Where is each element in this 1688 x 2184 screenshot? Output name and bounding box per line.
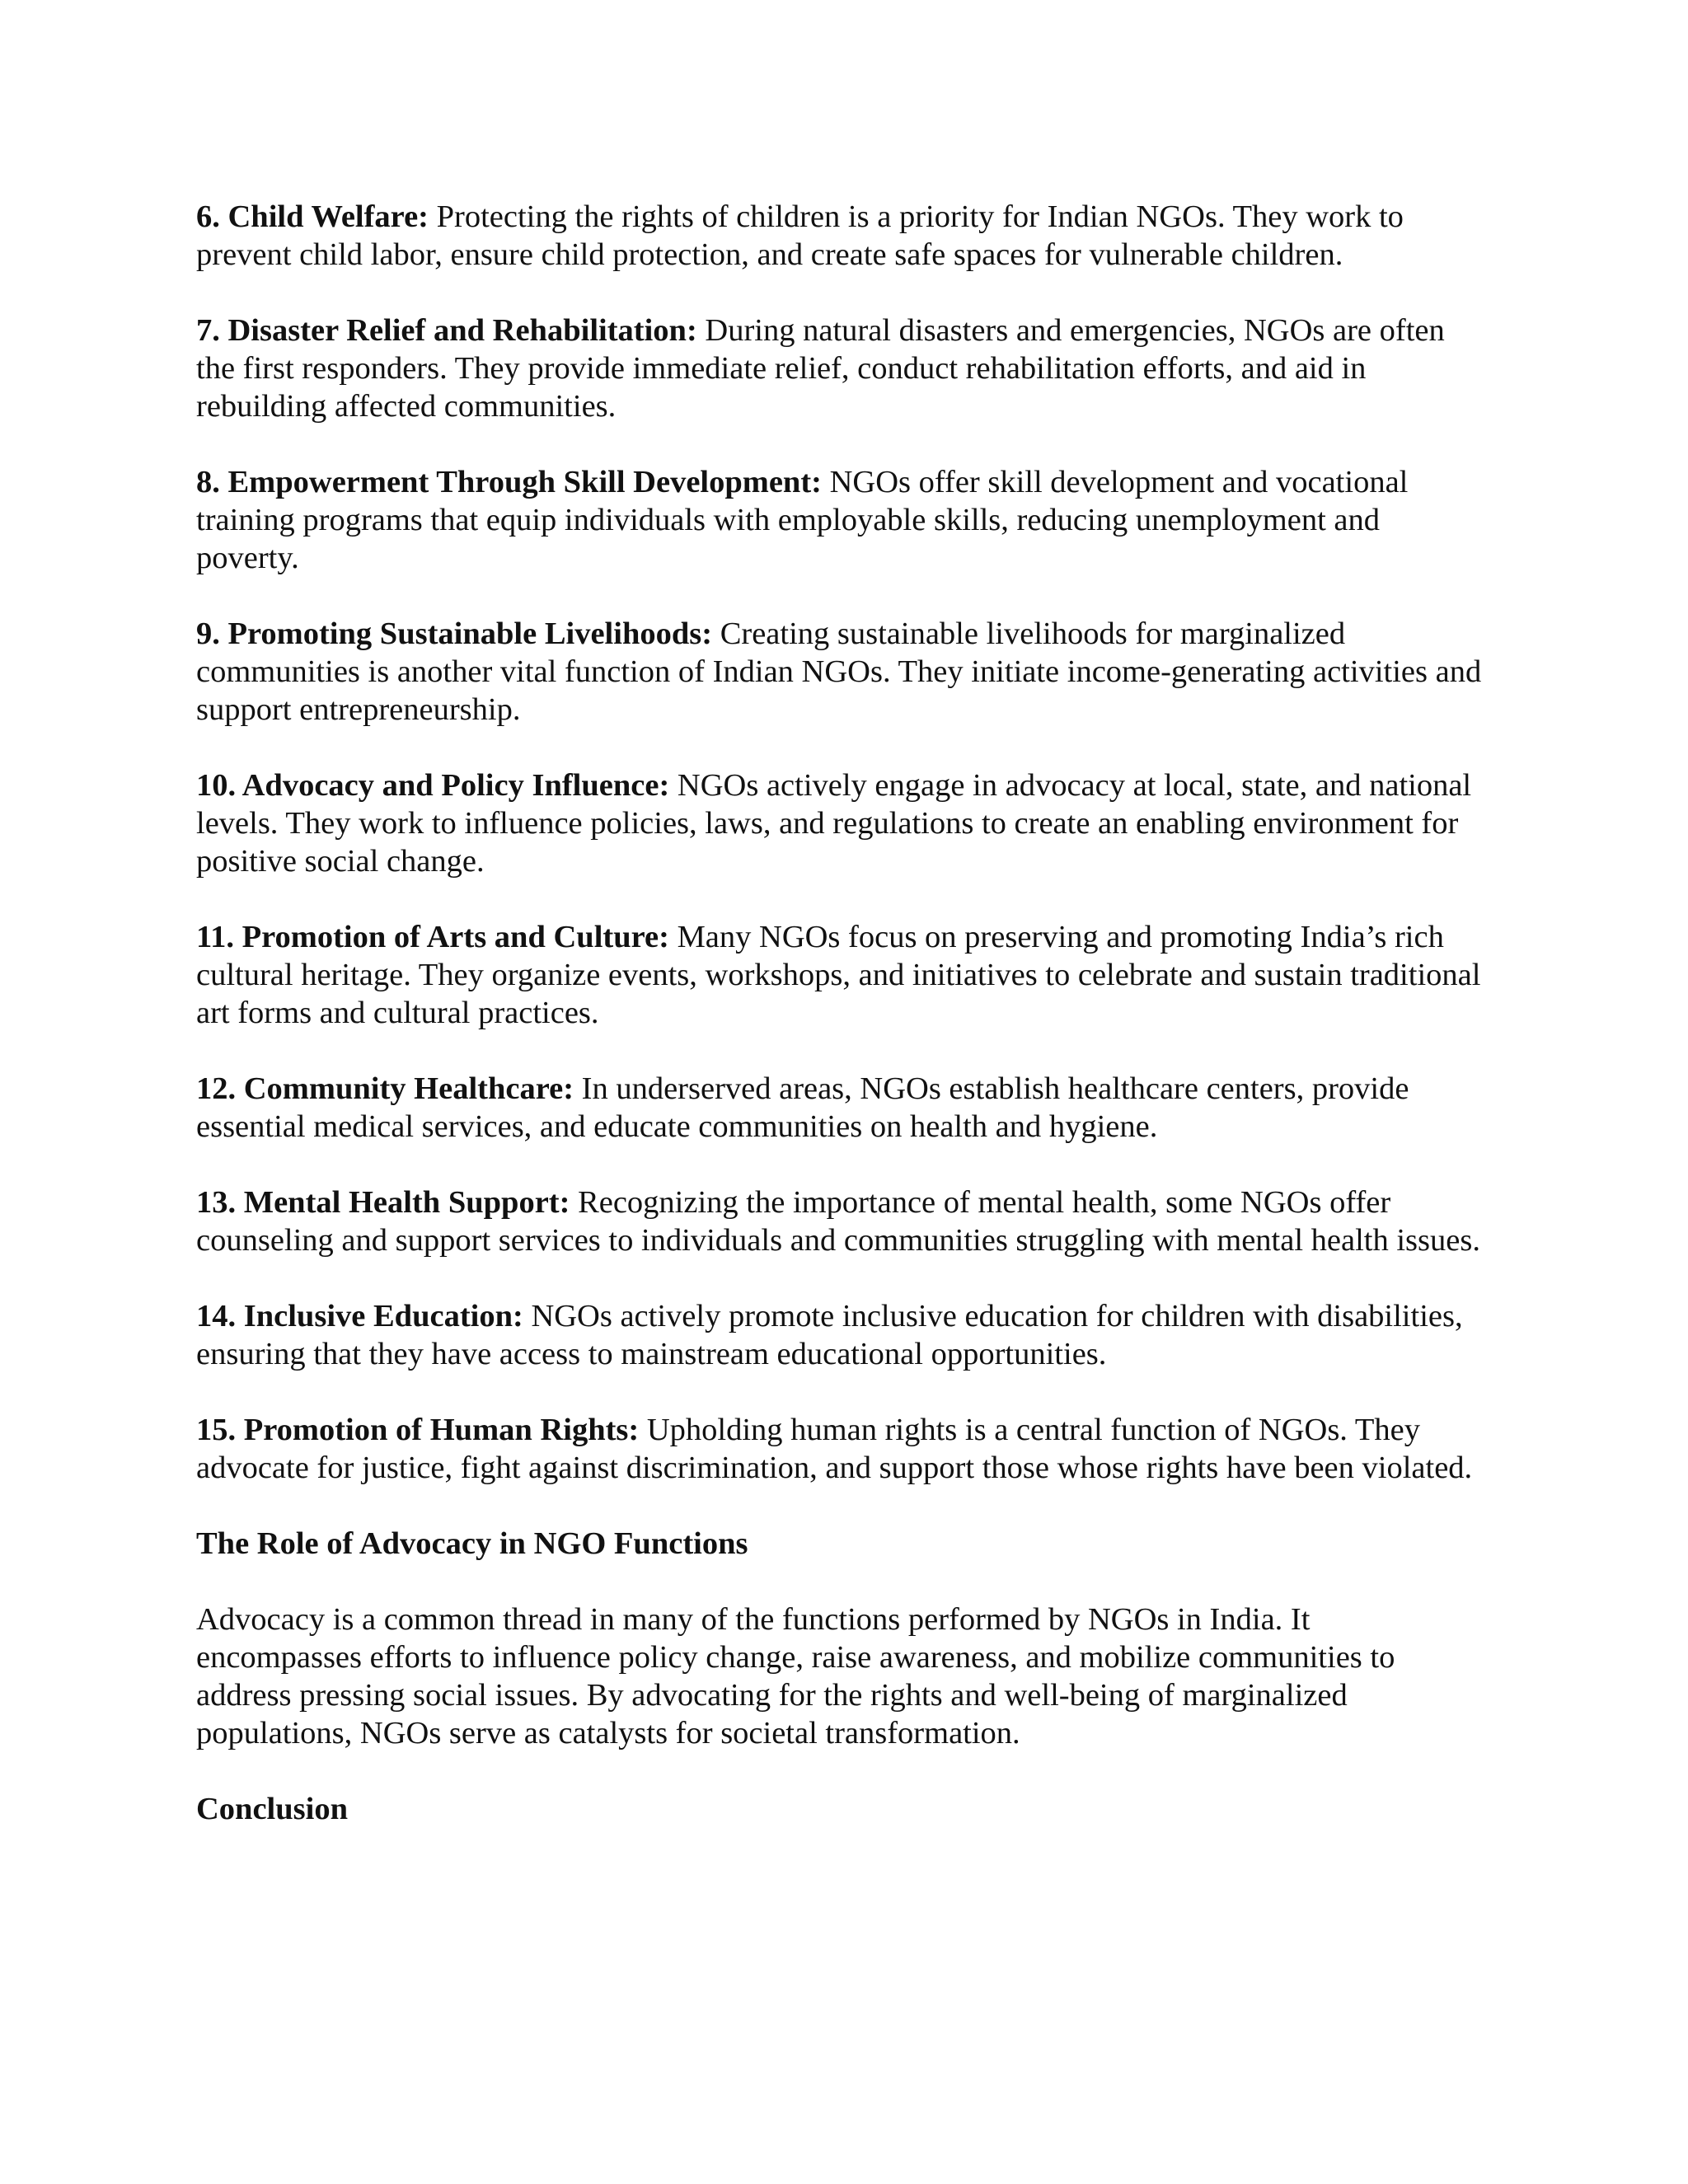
item-title: 6. Child Welfare:	[196, 199, 429, 234]
item-title: 8. Empowerment Through Skill Development:	[196, 465, 822, 499]
item-community-healthcare	[196, 1070, 1482, 1146]
item-text: In underserved areas, NGOs establish healthcare centers, provide essential medical services, and educate communities on health and hygiene.	[196, 1071, 1409, 1144]
advocacy-paragraph: Advocacy is a common thread in many of the functions performed by NGOs in India. It encompasses efforts to influence policy change, raise awareness, and mobilize communities to address pressing social issues. By advocating for the rights and well-being of marginalized populations, NGOs serve as catalysts for societal transformation.	[196, 1602, 1395, 1750]
item-text: NGOs offer skill development and vocational training programs that equip individuals with employable skills, reducing unemployment and poverty.	[196, 465, 1409, 575]
section-heading-advocacy: The Role of Advocacy in NGO Functions	[196, 1526, 748, 1561]
item-human-rights	[196, 1411, 1482, 1487]
item-text: Upholding human rights is a central function of NGOs. They advocate for justice, fight against discrimination, and support those whose rights have been violated.	[196, 1413, 1473, 1485]
item-advocacy-policy	[196, 766, 1482, 880]
section-heading-conclusion: Conclusion	[196, 1792, 349, 1826]
item-text: Recognizing the importance of mental health, some NGOs offer counseling and support services to individuals and communities struggling with mental health issues.	[196, 1185, 1480, 1258]
item-text: Many NGOs focus on preserving and promoting India’s rich cultural heritage. They organize events, workshops, and initiatives to celebrate and sustain traditional art forms and cultural practices.	[196, 920, 1481, 1030]
item-sustainable-livelihoods	[196, 615, 1482, 729]
item-arts-culture	[196, 918, 1482, 1032]
item-mental-health	[196, 1183, 1482, 1259]
item-disaster-relief	[196, 312, 1482, 425]
document-page	[196, 198, 1482, 1866]
item-title: 15. Promotion of Human Rights:	[196, 1413, 640, 1447]
item-title: 14. Inclusive Education:	[196, 1299, 523, 1333]
item-title: 13. Mental Health Support:	[196, 1185, 570, 1220]
item-title: 9. Promoting Sustainable Livelihoods:	[196, 616, 713, 651]
item-child-welfare	[196, 198, 1482, 274]
item-text: Creating sustainable livelihoods for marginalized communities is another vital function of Indian NGOs. They initiate income-generating activities and support entrepreneurship.	[196, 616, 1482, 727]
item-text: NGOs actively promote inclusive education for children with disabilities, ensuring that they have access to mainstream educational opportunities.	[196, 1299, 1463, 1371]
item-title: 10. Advocacy and Policy Influence:	[196, 768, 670, 803]
item-title: 7. Disaster Relief and Rehabilitation:	[196, 313, 697, 348]
item-text: NGOs actively engage in advocacy at local, state, and national levels. They work to influence policies, laws, and regulations to create an enabling environment for positive social change.	[196, 768, 1472, 879]
item-title: 12. Community Healthcare:	[196, 1071, 574, 1106]
item-inclusive-education	[196, 1297, 1482, 1373]
item-skill-development	[196, 463, 1482, 577]
item-text: Protecting the rights of children is a priority for Indian NGOs. They work to prevent child labor, ensure child protection, and create safe spaces for vulnerable children.	[196, 199, 1404, 272]
item-text: During natural disasters and emergencies, NGOs are often the first responders. They provide immediate relief, conduct rehabilitation efforts, and aid in rebuilding affected communities.	[196, 313, 1445, 424]
item-title: 11. Promotion of Arts and Culture:	[196, 920, 669, 954]
